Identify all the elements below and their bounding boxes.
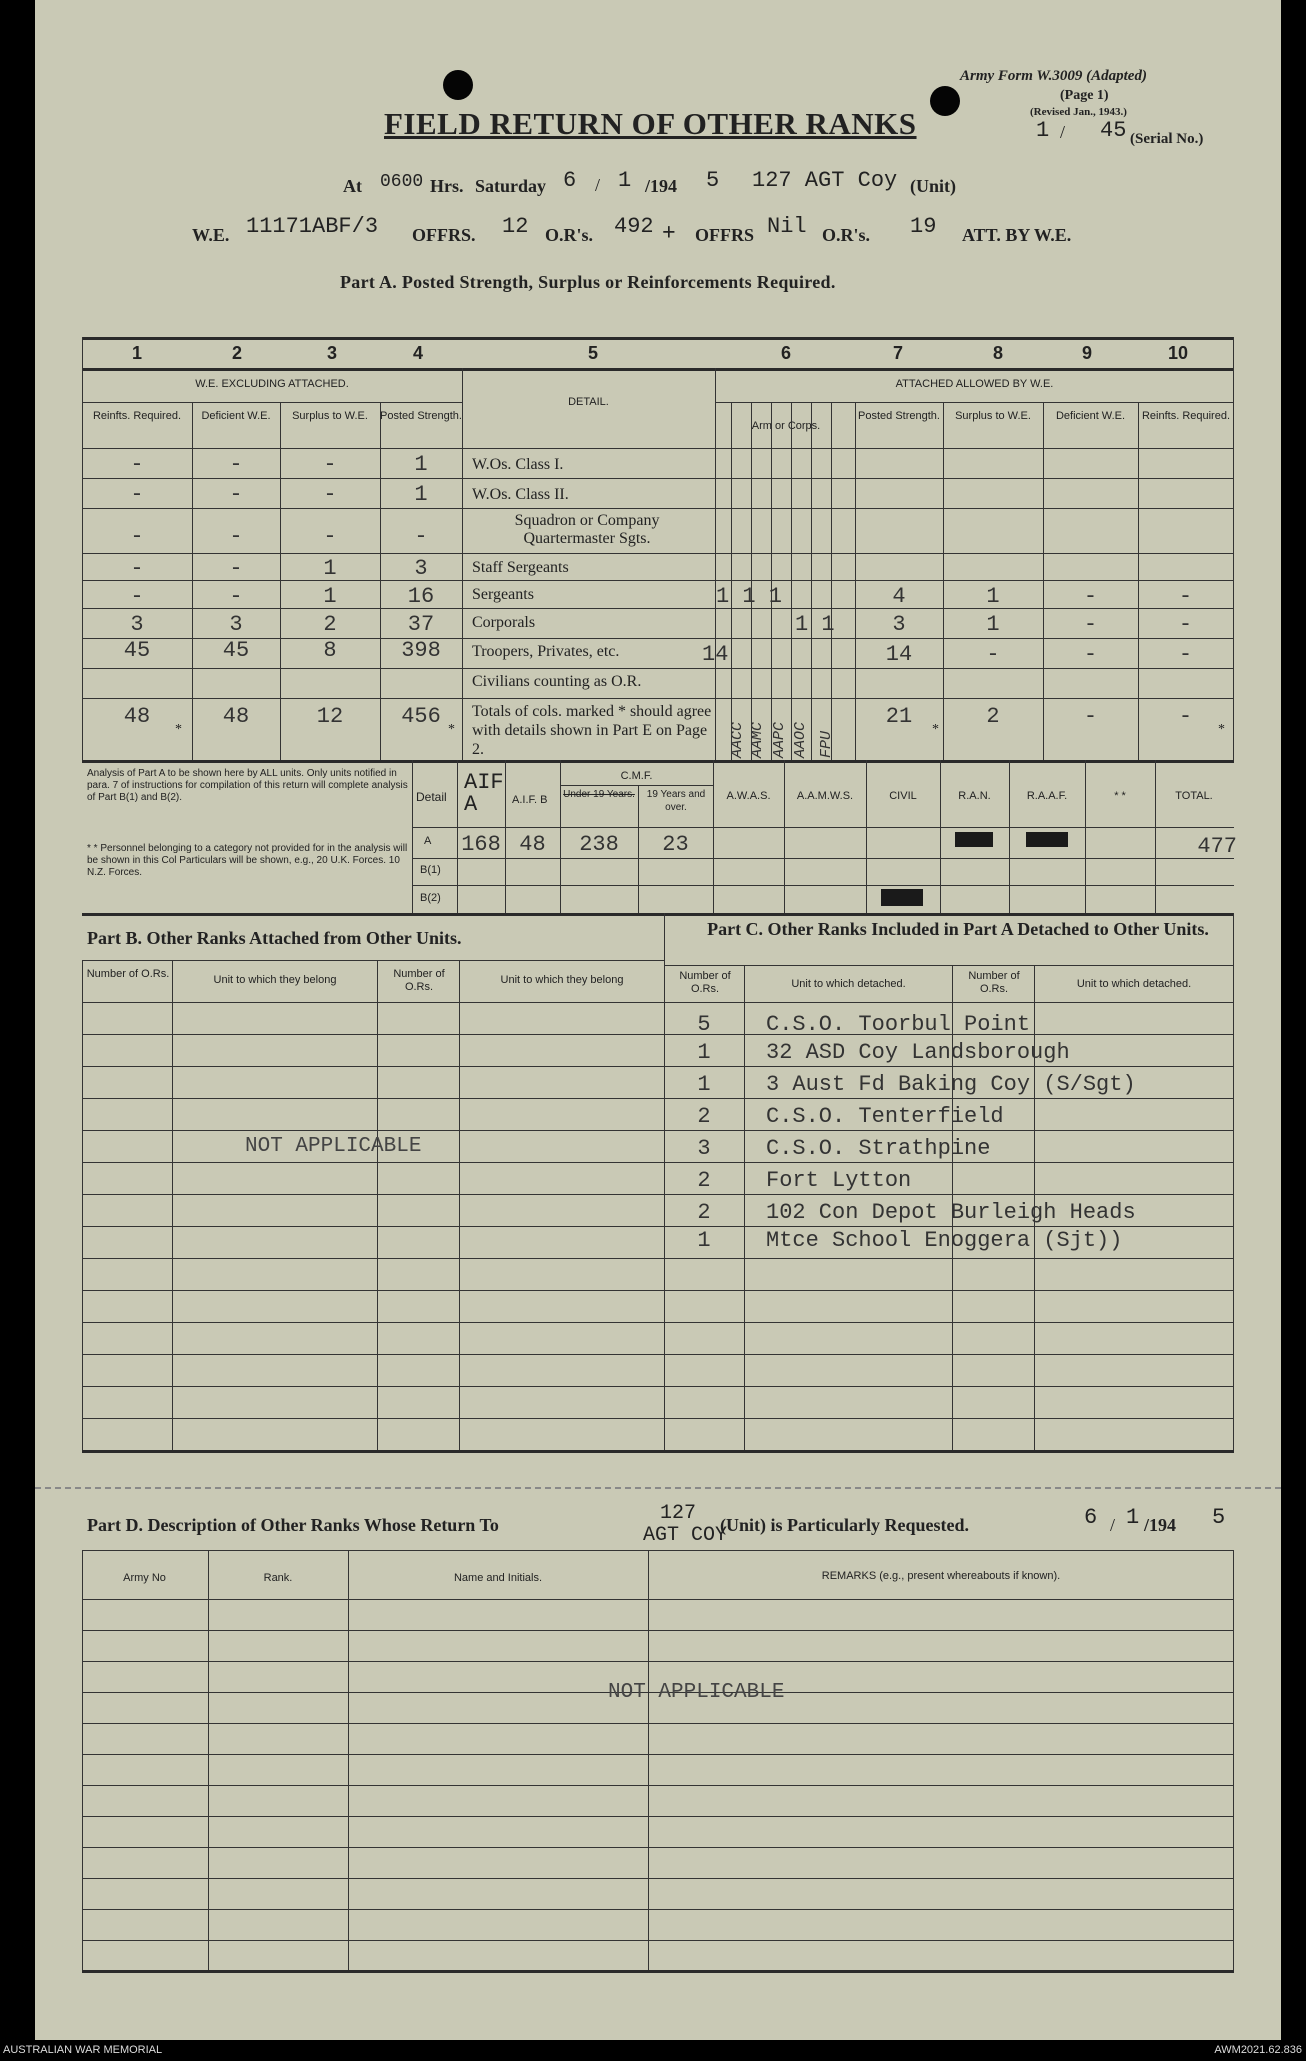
cell: - [130,452,144,477]
cell: 1 [323,584,337,609]
row-label: W.Os. Class I. [472,456,564,473]
rule [82,508,1234,509]
date-sep: / [595,175,601,195]
detached-unit: C.S.O. Toorbul Point [766,1012,1031,1037]
raaf-header: R.A.A.F. [1026,790,1068,802]
part-d-unit-bottom: AGT COY [643,1524,728,1547]
cell: 1 [414,482,428,507]
rule [664,1258,1234,1259]
cell: 3 [892,612,906,637]
at-label: At [343,176,362,196]
we-value: 11171ABF/3 [246,214,379,239]
totals-label: Totals of cols. marked * should agree with details shown in Part E on Page 2. [472,703,712,758]
rule [82,1878,1234,1879]
att-deficient-header: Deficient W.E. [1055,410,1126,422]
rule [784,760,785,913]
cell: 1 [323,556,337,581]
reinfts-header: Reinfts. Required. [92,410,182,422]
cell: - [323,482,337,507]
time-value: 0600 [380,172,424,192]
part-c-unit-header-2: Unit to which detached. [1076,978,1192,990]
detached-unit: C.S.O. Strathpine [766,1136,991,1161]
rule [82,1940,1234,1941]
tear-line [35,1487,1281,1489]
part-c-title: Part C. Other Ranks Included in Part A Detached to Other Units. [707,919,1209,939]
rule [664,1418,1234,1419]
col-num-2: 2 [232,343,243,363]
row-b2-label: B(2) [420,892,441,904]
awas-header: A.W.A.S. [726,790,771,802]
rule [664,1290,1234,1291]
posted-header: Posted Strength. [380,410,462,422]
cmf-over-header: 19 Years and over. [646,789,706,813]
cell: 14 [702,642,729,667]
ran-header: R.A.N. [958,790,991,802]
cmf-header: C.M.F. [620,770,653,782]
rule [82,1226,664,1227]
part-c-unit-header: Unit to which detached. [791,978,906,990]
rule [412,827,1234,828]
col-num-8: 8 [993,343,1004,363]
detached-count: 3 [697,1136,711,1161]
col-num-10: 10 [1168,343,1189,363]
star-mark: * [1218,722,1225,737]
rule [664,965,1234,966]
rule [82,1162,664,1163]
part-d-date-year: 5 [1212,1505,1226,1530]
part-b-num-header-2: Number of O.Rs. [393,968,445,993]
we-label: W.E. [192,225,230,245]
total-cell: 48 [123,704,151,729]
rule [664,1130,1234,1131]
cell: - [229,556,243,581]
date-year: 5 [706,168,720,193]
aif-b-header: A.I.F. B [512,794,548,806]
detached-unit: 102 Con Depot Burleigh Heads [766,1200,1136,1225]
rule [560,785,713,786]
detached-count: 2 [697,1104,711,1129]
cell: - [229,452,243,477]
cell: - [229,524,243,549]
rule [82,698,1234,699]
detached-unit: C.S.O. Tenterfield [766,1104,1004,1129]
footer-source: AUSTRALIAN WAR MEMORIAL [3,2044,163,2056]
cell: - [1178,612,1193,637]
cell: 398 [401,638,441,663]
detached-unit: Fort Lytton [766,1168,912,1193]
rule [1009,760,1010,913]
rule [412,858,1234,859]
corps-fpu: FPU [818,730,835,758]
ors-value: 492 [614,214,654,239]
row-b1-label: B(1) [420,864,441,876]
part-d-not-applicable: NOT APPLICABLE [608,1681,785,1704]
analysis-cell: 238 [579,832,619,857]
rule [82,1066,664,1067]
rule [82,1816,1234,1817]
army-no-header: Army No [123,1572,166,1584]
star-mark: * [932,722,939,737]
rule [1233,1550,1234,1970]
remarks-header: REMARKS (e.g., present whereabouts if known). [821,1570,1061,1582]
analysis-note: Analysis of Part A to be shown here by ALL units. Only units notified in para. 7 of instructions for compilation of this return will complete analysis of Part B(1) and B(2). [87,768,408,803]
cell: 14 [885,642,913,667]
part-a-title: Part A. Posted Strength, Surplus or Reinforcements Required. [340,272,836,292]
rule [648,1550,649,1970]
cell: 3 [229,612,243,637]
cell: 3 [414,556,428,581]
rule [82,1194,664,1195]
cell: - [130,524,144,549]
detached-unit: 3 Aust Fd Baking Coy (S/Sgt) [766,1072,1136,1097]
cell: - [414,524,428,549]
part-b-not-applicable: NOT APPLICABLE [245,1135,422,1158]
att-surplus-header: Surplus to W.E. [955,410,1031,422]
rule [664,1194,1234,1195]
part-b-num-header: Number of O.Rs. [86,968,170,980]
rule [1085,760,1086,913]
aif-a-header: AIF A [464,770,504,817]
cmf-under-header: Under 19 Years. [563,789,635,800]
aamws-header: A.A.M.W.S. [796,790,854,802]
rule [82,1354,664,1355]
rule [82,1785,1234,1786]
cell: - [229,482,243,507]
date-month: 1 [618,168,632,193]
rule [82,1847,1234,1848]
part-c-num-header: Number of O.Rs. [679,970,731,995]
part-c-num-header-2: Number of O.Rs. [968,970,1020,995]
plus-sign: + [662,220,676,246]
row-label: Corporals [472,614,536,631]
punch-hole [443,70,473,100]
rule [1233,913,1234,1450]
row-label: W.Os. Class II. [472,486,569,503]
cell: - [1178,584,1193,609]
rule [82,1290,664,1291]
cell: 45 [222,638,250,663]
rule [664,1322,1234,1323]
attached-allowed-header: ATTACHED ALLOWED BY W.E. [895,378,1054,390]
rule [82,1418,664,1419]
total-cell: 48 [222,704,250,729]
rule [940,760,941,913]
rule [82,668,1234,669]
row-label: Sergeants [472,586,534,603]
analysis-cell: 168 [461,832,501,857]
rule [664,1386,1234,1387]
redacted-box [955,832,993,847]
rule [82,960,664,961]
rule [82,368,1234,371]
ors2-value: 19 [910,214,937,239]
rule [744,965,745,1450]
form-sheet [35,0,1281,2040]
total-cell: 456 [401,704,441,729]
date-year-pre: /194 [645,176,678,196]
col-num-1: 1 [132,343,143,363]
footer-accession: AWM2021.62.836 [1214,2044,1302,2056]
part-d-title: Part D. Description of Other Ranks Whose Return To [87,1515,499,1535]
rule [412,885,1234,886]
star-mark: * [448,722,455,737]
cell: - [130,584,144,609]
analysis-detail-header: Detail [416,790,447,804]
col-num-5: 5 [588,343,599,363]
cell: 8 [323,638,337,663]
page-number: (Page 1) [1060,88,1109,103]
cell: - [1083,612,1098,637]
offrs2-label: OFFRS [695,225,755,245]
att-label: ATT. BY W.E. [962,225,1072,245]
rule [82,913,1234,916]
part-d-date-year-pre: /194 [1144,1515,1177,1535]
star-mark: * [175,722,182,737]
cell: - [1083,642,1098,667]
part-d-unit-top: 127 [660,1502,697,1525]
day-label: Saturday [475,176,547,196]
rule [664,1098,1234,1099]
rule [82,402,462,403]
page-title: FIELD RETURN OF OTHER RANKS [384,106,917,141]
offrs2-value: Nil [767,214,807,239]
cell: - [229,584,243,609]
form-number: Army Form W.3009 (Adapted) [960,68,1147,84]
rule [82,337,1234,340]
rule [811,402,812,761]
analysis-cell: 48 [519,832,546,857]
other-header: * * [1114,790,1126,802]
rule [82,1630,1234,1631]
redacted-box [1026,832,1068,847]
att-reinfts-header: Reinfts. Required. [1141,410,1231,422]
col-num-7: 7 [893,343,904,363]
rule [412,760,413,913]
cell: - [986,642,1000,667]
detached-unit: Mtce School Enoggera (Sjt)) [766,1228,1123,1253]
corps-aacc: AACC [729,721,746,758]
detached-count: 1 [697,1228,711,1253]
cell: - [323,452,337,477]
rule [664,1354,1234,1355]
detached-count: 2 [697,1168,711,1193]
rule [866,760,867,913]
rule [208,1550,209,1970]
part-d-date-day: 6 [1084,1505,1098,1530]
revised-date: (Revised Jan., 1943.) [1030,106,1127,118]
cell: 3 [130,612,144,637]
rule [462,368,463,761]
deficient-header: Deficient W.E. [201,410,271,422]
cell: 1 1 [795,612,835,637]
cell: - [1083,584,1098,609]
cell: 2 [323,612,337,637]
cell: - [1178,642,1193,667]
part-b-unit-header-2: Unit to which they belong [500,974,624,986]
total-cell: 2 [986,704,1000,729]
rule [82,553,1234,554]
serial-b: 45 [1100,118,1127,143]
cell: - [323,524,337,549]
rule [82,1599,1234,1600]
offrs-label: OFFRS. [412,225,476,245]
col-num-6: 6 [781,343,792,363]
detached-count: 1 [697,1072,711,1097]
row-label: Troopers, Privates, etc. [472,643,620,660]
cell: 1 [986,584,1000,609]
row-a-label: A [424,835,432,847]
detached-count: 5 [697,1012,711,1037]
analysis-total: 477 [1197,834,1237,859]
surplus-header: Surplus to W.E. [292,410,368,422]
part-d-title-2: (Unit) is Particularly Requested. [720,1515,969,1535]
cell: 45 [123,638,151,663]
corps-aamc: AAMC [749,721,766,758]
name-header: Name and Initials. [453,1572,543,1584]
rule [82,1723,1234,1724]
rule [82,760,1234,763]
detached-count: 2 [697,1200,711,1225]
part-d-date-sep: / [1110,1515,1116,1535]
offrs-value: 12 [502,214,529,239]
col-num-9: 9 [1082,343,1093,363]
row-label: Squadron or Company Quartermaster Sgts. [514,512,660,547]
part-b-unit-header: Unit to which they belong [213,974,337,986]
rank-header: Rank. [263,1572,293,1584]
rule [82,1909,1234,1910]
detached-unit: 32 ASD Coy Landsborough [766,1040,1070,1065]
cell: 16 [407,584,435,609]
cell: 1 [414,452,428,477]
ors-label: O.R's. [545,225,594,245]
serial-sep: / [1060,122,1066,142]
total-cell: 21 [885,704,913,729]
rule [715,402,1234,403]
analysis-note-2: * * Personnel belonging to a category not provided for in the analysis will be shown in this Col Particulars will be shown, e.g., 20 U.K. Forces. 10 N.Z. Forces. [87,843,408,878]
cell: 1 [986,612,1000,637]
unit-label: (Unit) [910,176,956,196]
corps-aaoc: AAOC [792,721,809,758]
part-d-date-month: 1 [1126,1505,1140,1530]
cell: 1 1 1 [716,584,783,609]
att-posted-header: Posted Strength. [858,410,940,422]
rule [82,1550,1234,1551]
rule [82,1258,664,1259]
we-excluding-header: W.E. EXCLUDING ATTACHED. [195,378,349,390]
cell: - [130,482,144,507]
col-num-3: 3 [327,343,338,363]
rule [82,1970,1234,1973]
arm-corps-header: Arm or Corps. [751,420,821,432]
total-cell: - [1083,704,1098,729]
analysis-cell: 23 [662,832,689,857]
rule [82,1450,1234,1453]
row-label: Civilians counting as O.R. [472,673,642,690]
cell: 4 [892,584,906,609]
rule [715,368,716,761]
rule [664,1066,1234,1067]
rule [664,1226,1234,1227]
rule [82,1034,664,1035]
serial-a: 1 [1036,118,1050,143]
rule [82,1322,664,1323]
civil-header: CIVIL [889,790,917,802]
rule [713,760,714,913]
unit-value: 127 AGT Coy [752,168,898,193]
ors2-label: O.R's. [822,225,871,245]
hrs-label: Hrs. [430,176,464,196]
archive-footer [0,2040,1306,2061]
rule [664,1002,1234,1003]
rule [82,1002,664,1003]
cell: 37 [407,612,435,637]
redacted-box [881,889,923,906]
rule [664,1162,1234,1163]
rule [82,1661,1234,1662]
rule [82,1098,664,1099]
rule [82,1754,1234,1755]
rule [82,448,1234,449]
serial-label: (Serial No.) [1130,131,1204,147]
row-label: Staff Sergeants [472,559,569,576]
total-cell: - [1178,704,1193,729]
total-cell: 12 [316,704,344,729]
rule [82,478,1234,479]
date-day: 6 [563,168,577,193]
part-b-title: Part B. Other Ranks Attached from Other Units. [87,928,462,948]
cell: - [130,556,144,581]
rule [82,1386,664,1387]
rule [82,1130,664,1131]
detail-header: DETAIL. [568,396,609,408]
detached-count: 1 [697,1040,711,1065]
corps-aapc: AAPC [771,721,788,758]
rule [348,1550,349,1970]
col-num-4: 4 [413,343,424,363]
rule [82,1550,83,1970]
total-header: TOTAL. [1175,790,1213,802]
punch-hole [930,86,960,116]
